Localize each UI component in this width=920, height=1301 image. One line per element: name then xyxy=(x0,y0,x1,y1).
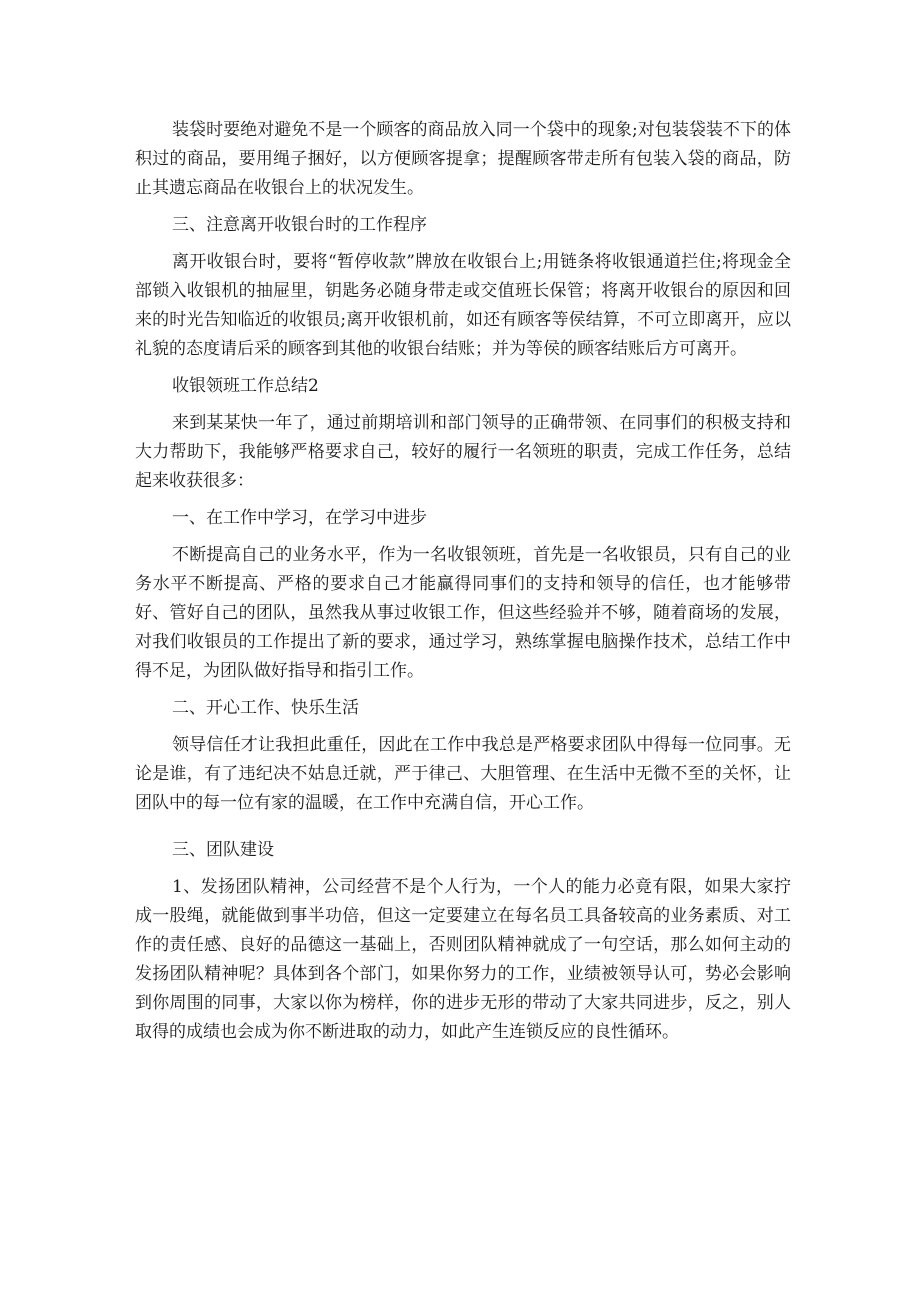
section-heading-happy-work: 二、开心工作、快乐生活 xyxy=(172,698,359,718)
paragraph-intro: 来到某某快一年了，通过前期培训和部门领导的正确带领、在同事们的积极支持和大力帮助下，我能够严格要求自己，较好的履行一名领班的职责，完成工作任务，总结起来收获很多： xyxy=(135,413,791,491)
paragraph-happy-work: 领导信任才让我担此重任，因此在工作中我总是严格要求团队中得每一位同事。无论是谁，有了违纪决不姑息迁就，严于律己、大胆管理、在生活中无微不至的关怀，让团队中的每一位有家的温暖，在工作中充满自信，开心工作。 xyxy=(135,735,791,813)
document-title-summary-2: 收银领班工作总结2 xyxy=(172,376,319,396)
section-heading-team-building: 三、团队建设 xyxy=(172,840,274,860)
paragraph-learning: 不断提高自己的业务水平，作为一名收银领班，首先是一名收银员，只有自己的业务水平不断提高、严格的要求自己才能赢得同事们的支持和领导的信任，也才能够带好、管好自己的团队，虽然我从事过收银工作，但这些经验并不够，随着商场的发展，对我们收银员的工作提出了新的要求，通过学习，熟练掌握电脑操作技术，总结工作中得不足，为团队做好指导和指引工作。 xyxy=(135,545,791,681)
section-heading-learning: 一、在工作中学习，在学习中进步 xyxy=(172,508,427,528)
paragraph-team-spirit: 1、发扬团队精神，公司经营不是个人行为，一个人的能力必竟有限，如果大家拧成一股绳，就能做到事半功倍，但这一定要建立在每名员工具备较高的业务素质、对工作的责任感、良好的品德这一基础上，否则团队精神就成了一句空话，那么如何主动的发扬团队精神呢？具体到各个部门，如果你努力的工作，业绩被领导认可，势必会影响到你周围的同事，大家以你为榜样，你的进步无形的带动了大家共同进步，反之，别人取得的成绩也会成为你不断进取的动力，如此产生连锁反应的良性循环。 xyxy=(135,877,791,1042)
document-body xyxy=(135,116,791,1055)
paragraph-bagging: 装袋时要绝对避免不是一个顾客的商品放入同一个袋中的现象;对包装袋装不下的体积过的商品，要用绳子捆好，以方便顾客提拿；提醒顾客带走所有包装入袋的商品，防止其遗忘商品在收银台上的状况发生。 xyxy=(135,120,791,198)
paragraph-leaving-register: 离开收银台时，要将“暂停收款”牌放在收银台上;用链条将收银通道拦住;将现金全部锁入收银机的抽屉里，钥匙务必随身带走或交值班长保管；将离开收银台的原因和回来的时光告知临近的收银员;离开收银机前，如还有顾客等侯结算，不可立即离开，应以礼貌的态度请后采的顾客到其他的收银台结账；并为等侯的顾客结账后方可离开。 xyxy=(135,252,791,359)
section-heading-leaving-register: 三、注意离开收银台时的工作程序 xyxy=(172,215,427,235)
